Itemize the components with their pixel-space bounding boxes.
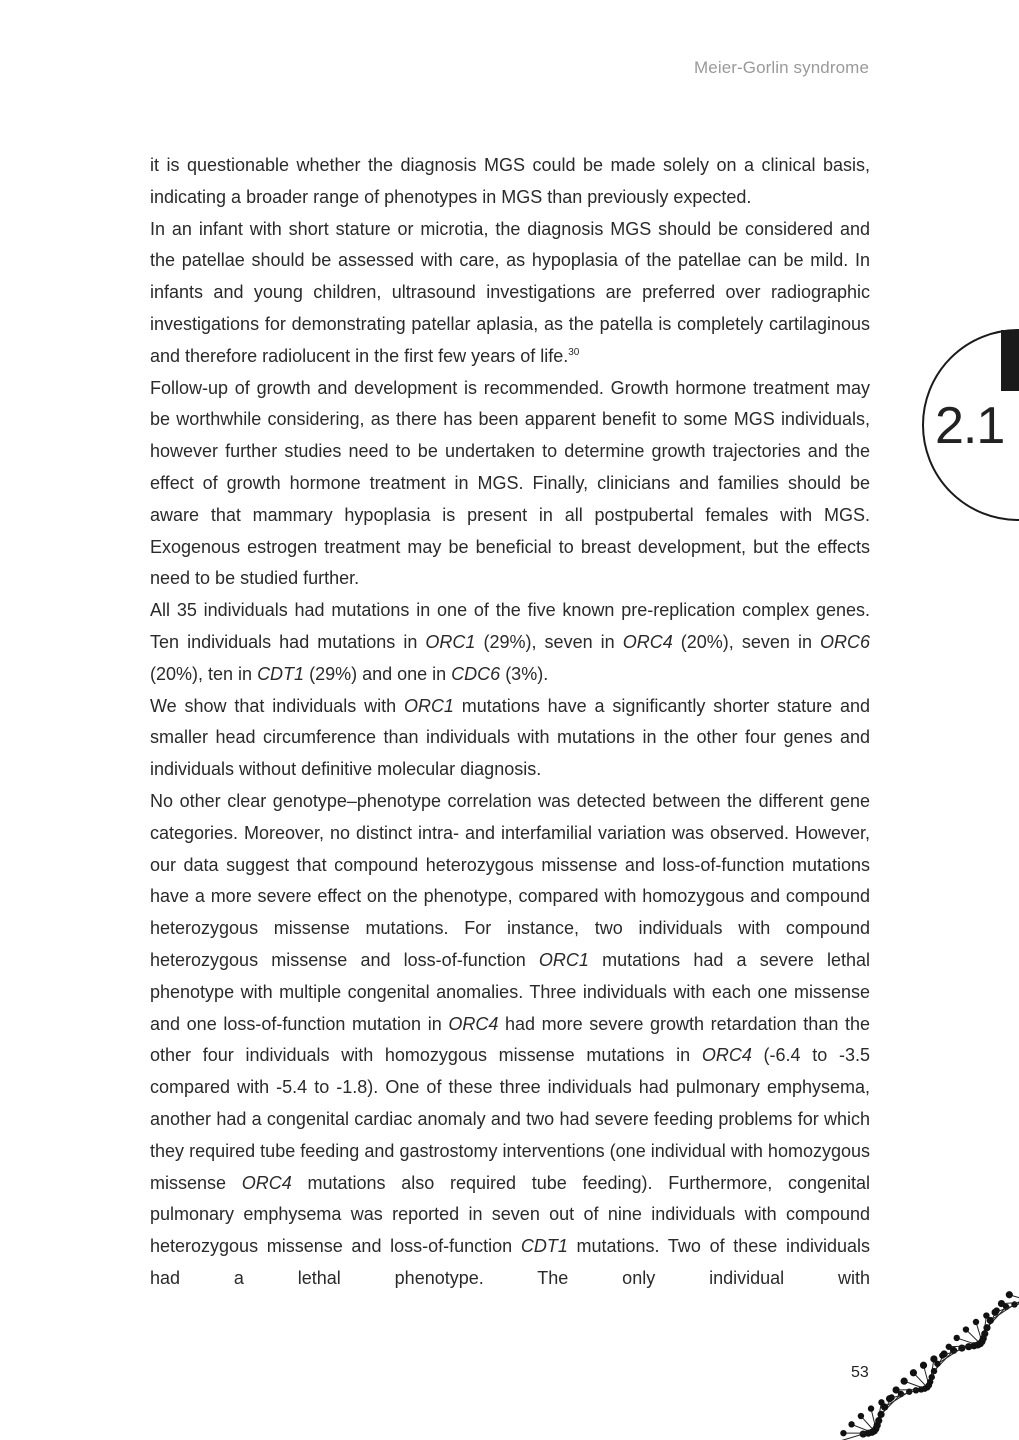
dna-node xyxy=(934,1361,940,1367)
text-run: (29%) and one in xyxy=(304,663,452,684)
paragraph xyxy=(150,691,870,786)
dna-node xyxy=(973,1319,979,1325)
dna-node xyxy=(886,1395,893,1402)
text-run: mutations have a significantly shorter stature and smaller head circumference than individuals with mutations in the other four genes and individuals without definitive molecular diagnosis. xyxy=(150,695,870,780)
text-run: (3%). xyxy=(500,663,549,684)
dna-node xyxy=(848,1421,854,1427)
body-text xyxy=(150,150,870,1295)
text-run: All 35 individuals had mutations in one of the five known pre-replication complex genes. Ten individuals had mutations in xyxy=(150,600,870,652)
text-run: mutations had a severe lethal phenotype with multiple congenital anomalies. Three individuals with each one missense and one loss-of-function mutation in xyxy=(150,949,870,1034)
citation-superscript: 30 xyxy=(568,346,580,358)
dna-node xyxy=(893,1386,900,1393)
paragraph xyxy=(150,786,870,1295)
gene-name: ORC4 xyxy=(448,1013,499,1034)
text-run: (29%), seven in xyxy=(475,631,623,652)
dna-node xyxy=(939,1352,945,1358)
text-run: In an infant with short stature or microtia, the diagnosis MGS should be considered and the patellae should be assessed with care, as hypoplasia of the patellae can be mild. In infants and young children, ultrasound investigations are preferred over radiographic investigations for demonstrating patellar aplasia, as the patella is completely cartilaginous and therefore radiolucent in the first few years of life. xyxy=(150,218,870,366)
dna-node xyxy=(840,1430,846,1436)
page-number: 53 xyxy=(851,1364,869,1381)
dna-node xyxy=(963,1326,969,1332)
gene-name: CDC6 xyxy=(451,663,501,684)
gene-name: CDT1 xyxy=(520,1236,568,1257)
text-run: (20%), ten in xyxy=(150,663,258,684)
gene-name: ORC4 xyxy=(241,1172,292,1193)
dna-node xyxy=(954,1335,960,1341)
gene-name: CDT1 xyxy=(257,663,305,684)
gene-name: ORC1 xyxy=(538,949,589,970)
dna-node xyxy=(998,1300,1005,1307)
dna-node xyxy=(987,1317,994,1324)
text-run: We show that individuals with xyxy=(150,695,404,716)
dna-node xyxy=(1006,1291,1013,1298)
dna-node xyxy=(920,1362,927,1369)
text-run: it is questionable whether the diagnosis MGS could be made solely on a clinical basis, indicating a broader range of phenotypes in MGS than previously expected. xyxy=(150,155,870,207)
dna-node xyxy=(983,1324,990,1331)
running-header-title: Meier-Gorlin syndrome xyxy=(694,58,869,77)
gene-name: ORC1 xyxy=(425,631,476,652)
dna-node xyxy=(929,1374,935,1380)
gene-name: ORC1 xyxy=(403,695,454,716)
text-run: (-6.4 to -3.5 compared with -5.4 to -1.8). One of these three individuals had pulmonary emphysema, another had a congenital cardiac anomaly and two had severe feeding problems for which they required tube feeding and gastrostomy interventions (one individual with homozygous missense xyxy=(150,1045,870,1193)
text-run: mutations also required tube feeding). Furthermore, congenital pulmonary emphysema was reported in seven out of nine individuals with compound heterozygous missense and loss-of-function xyxy=(150,1172,871,1257)
chapter-tab-bar xyxy=(1001,330,1019,391)
text-run: Follow-up of growth and development is recommended. Growth hormone treatment may be worthwhile considering, as there has been apparent benefit to some MGS individuals, however further studies need to be undertaken to determine growth trajectories and the effect of growth hormone treatment in MGS. Finally, clinicians and families should be aware that mammary hypoplasia is present in all postpubertal females with MGS. Exogenous estrogen treatment may be beneficial to breast development, but the effects need to be studied further. xyxy=(150,377,870,589)
dna-node xyxy=(931,1368,937,1374)
paragraph xyxy=(150,373,870,596)
text-run: No other clear genotype–phenotype correlation was detected between the different gene categories. Moreover, no distinct intra- and interfamilial variation was observed. However, our data suggest that compound heterozygous missense and loss-of-function mutations have a more severe effect on the phenotype, compared with homozygous and compound heterozygous missense mutations. For instance, two individuals with compound heterozygous missense and loss-of-function xyxy=(150,790,870,970)
gene-name: ORC6 xyxy=(820,631,871,652)
dna-node xyxy=(858,1413,864,1419)
dna-node xyxy=(877,1411,884,1418)
dna-node xyxy=(875,1417,882,1424)
text-run: had more severe growth retardation than the other four individuals with homozygous missense mutations in xyxy=(150,1013,870,1066)
gene-name: ORC4 xyxy=(701,1045,752,1066)
text-run: mutations. Two of these individuals had a lethal phenotype. The only individual with xyxy=(150,1236,871,1288)
dna-helix-decoration xyxy=(840,1290,1019,1440)
text-run: (20%), seven in xyxy=(672,631,821,652)
dna-node xyxy=(881,1403,888,1410)
dna-node xyxy=(946,1344,952,1350)
dna-node xyxy=(868,1405,874,1411)
dna-node xyxy=(992,1309,999,1316)
paragraph xyxy=(150,214,870,373)
dna-node xyxy=(901,1378,908,1385)
dna-node xyxy=(910,1369,917,1376)
paragraph xyxy=(150,150,870,214)
chapter-number: 2.1 xyxy=(935,397,1005,455)
paragraph xyxy=(150,595,870,690)
gene-name: ORC4 xyxy=(622,631,673,652)
